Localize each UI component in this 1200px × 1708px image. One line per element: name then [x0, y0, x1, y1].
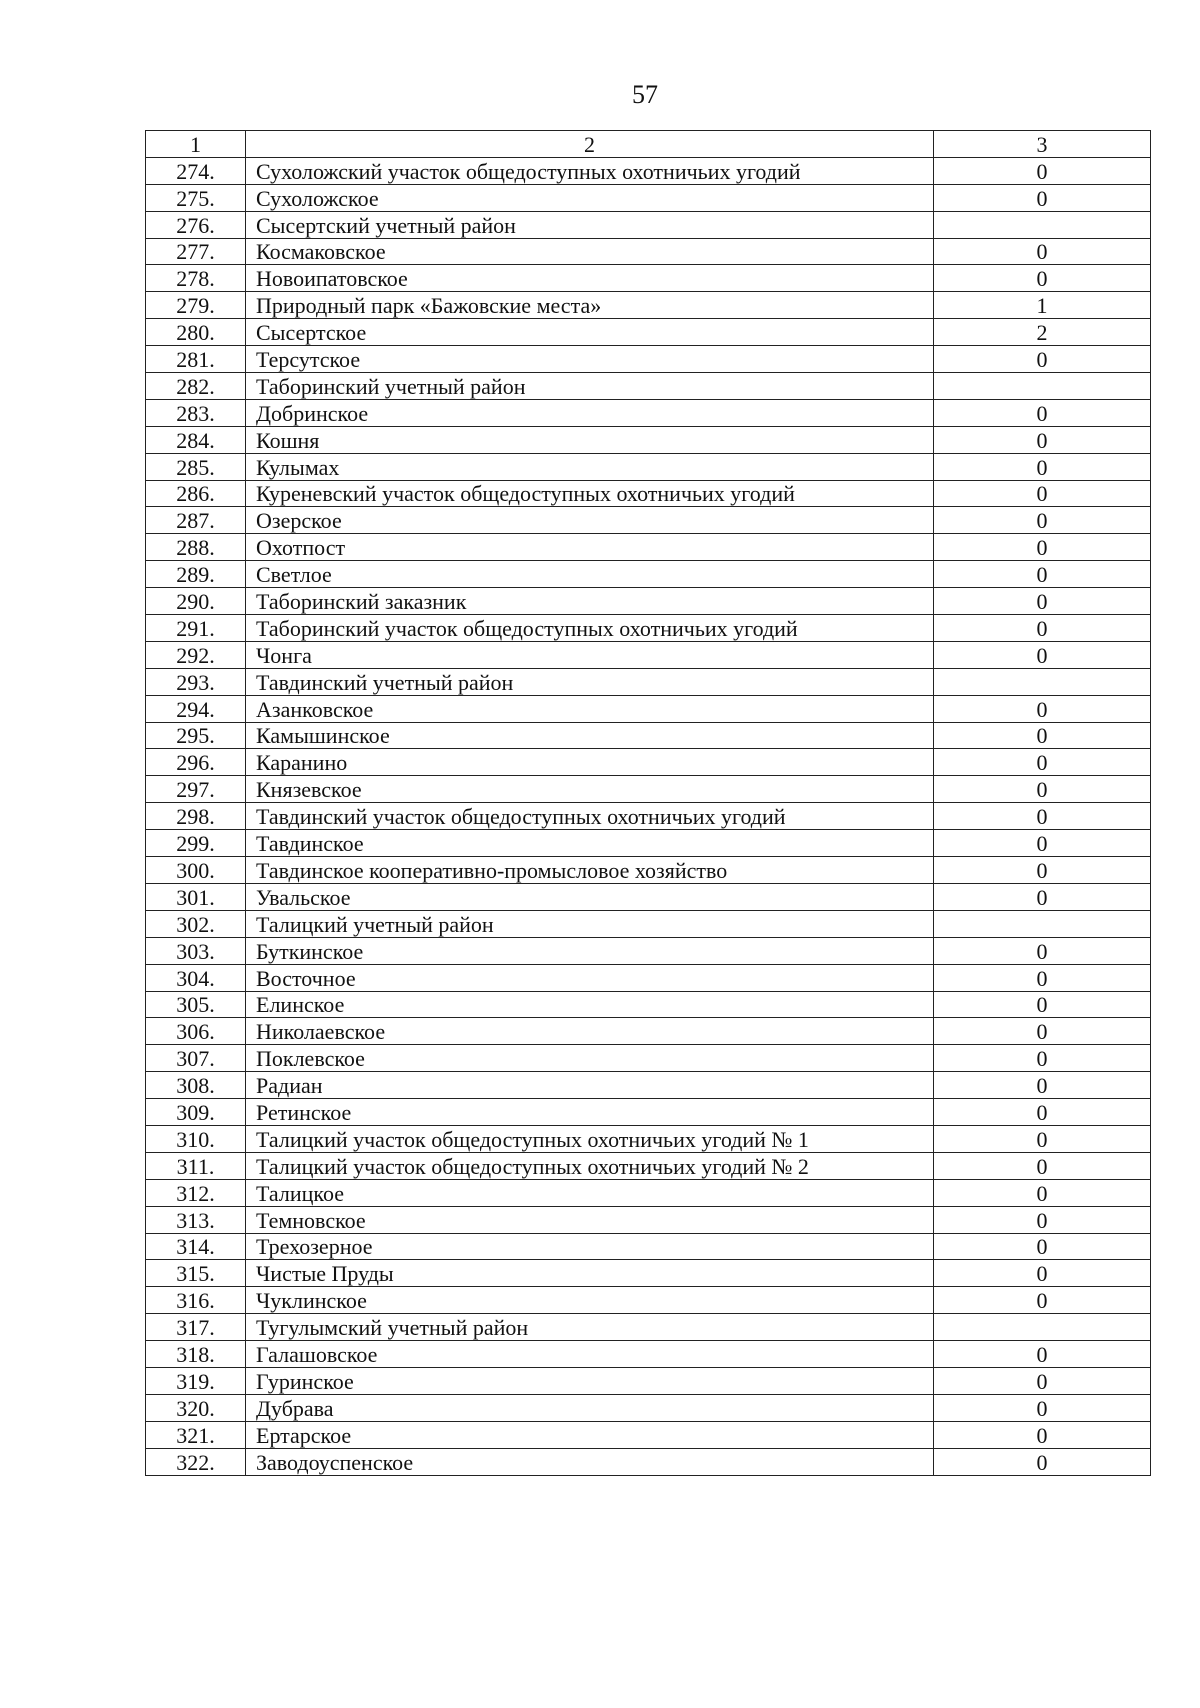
row-name: Терсутское	[246, 346, 934, 373]
table-row	[146, 346, 1151, 373]
table-row	[146, 265, 1151, 292]
row-number: 291.	[146, 615, 246, 642]
table-row	[146, 319, 1151, 346]
row-number: 276.	[146, 211, 246, 238]
row-value: 0	[934, 830, 1151, 857]
table-row	[146, 1233, 1151, 1260]
table-row	[146, 695, 1151, 722]
row-value: 0	[934, 265, 1151, 292]
row-name: Сысертское	[246, 319, 934, 346]
row-value: 0	[934, 964, 1151, 991]
table-row	[146, 1179, 1151, 1206]
row-name: Светлое	[246, 561, 934, 588]
row-value: 0	[934, 534, 1151, 561]
row-number: 285.	[146, 453, 246, 480]
row-number: 304.	[146, 964, 246, 991]
row-value: 0	[934, 1179, 1151, 1206]
row-value: 0	[934, 1233, 1151, 1260]
table-row	[146, 964, 1151, 991]
row-name: Тавдинский учетный район	[246, 668, 934, 695]
row-value: 0	[934, 507, 1151, 534]
row-number: 312.	[146, 1179, 246, 1206]
row-number: 297.	[146, 776, 246, 803]
row-value	[934, 1314, 1151, 1341]
row-number: 287.	[146, 507, 246, 534]
row-value: 0	[934, 722, 1151, 749]
row-name: Елинское	[246, 991, 934, 1018]
row-number: 320.	[146, 1394, 246, 1421]
row-number: 300.	[146, 857, 246, 884]
table-row	[146, 1448, 1151, 1475]
row-name: Дубрава	[246, 1394, 934, 1421]
row-value: 0	[934, 1152, 1151, 1179]
row-value: 0	[934, 1448, 1151, 1475]
table-header-row	[146, 131, 1151, 158]
row-number: 289.	[146, 561, 246, 588]
table-row	[146, 1125, 1151, 1152]
row-name: Кулымах	[246, 453, 934, 480]
row-value	[934, 910, 1151, 937]
page-number: 57	[632, 80, 658, 109]
data-table	[145, 130, 1151, 1476]
row-number: 295.	[146, 722, 246, 749]
row-name: Галашовское	[246, 1341, 934, 1368]
row-name: Таборинский участок общедоступных охотничьих угодий	[246, 615, 934, 642]
row-value: 0	[934, 399, 1151, 426]
table-row	[146, 157, 1151, 184]
row-number: 274.	[146, 157, 246, 184]
row-name: Князевское	[246, 776, 934, 803]
row-name: Новоипатовское	[246, 265, 934, 292]
row-name: Талицкий участок общедоступных охотничьих угодий № 1	[246, 1125, 934, 1152]
table-row	[146, 373, 1151, 400]
table-row	[146, 1099, 1151, 1126]
table-row	[146, 184, 1151, 211]
row-name: Космаковское	[246, 238, 934, 265]
row-name: Азанковское	[246, 695, 934, 722]
row-value: 0	[934, 426, 1151, 453]
row-value: 0	[934, 588, 1151, 615]
row-number: 299.	[146, 830, 246, 857]
row-number: 317.	[146, 1314, 246, 1341]
row-number: 305.	[146, 991, 246, 1018]
row-number: 315.	[146, 1260, 246, 1287]
row-number: 303.	[146, 937, 246, 964]
row-value: 0	[934, 1206, 1151, 1233]
row-number: 292.	[146, 641, 246, 668]
row-name: Чуклинское	[246, 1287, 934, 1314]
table-row	[146, 668, 1151, 695]
table-row	[146, 292, 1151, 319]
row-number: 294.	[146, 695, 246, 722]
table-row	[146, 426, 1151, 453]
table-row	[146, 722, 1151, 749]
table-row	[146, 453, 1151, 480]
row-name: Талицкий учетный район	[246, 910, 934, 937]
row-name: Николаевское	[246, 1018, 934, 1045]
row-name: Добринское	[246, 399, 934, 426]
row-value: 0	[934, 937, 1151, 964]
row-value: 0	[934, 1287, 1151, 1314]
row-number: 282.	[146, 373, 246, 400]
header-cell-3: 3	[934, 131, 1151, 158]
row-name: Буткинское	[246, 937, 934, 964]
row-name: Таборинский учетный район	[246, 373, 934, 400]
row-name: Поклевское	[246, 1045, 934, 1072]
row-value: 0	[934, 346, 1151, 373]
row-name: Озерское	[246, 507, 934, 534]
row-name: Сысертский учетный район	[246, 211, 934, 238]
table-row	[146, 1072, 1151, 1099]
row-value: 0	[934, 1260, 1151, 1287]
row-value: 0	[934, 749, 1151, 776]
row-value: 0	[934, 776, 1151, 803]
row-number: 319.	[146, 1367, 246, 1394]
table-row	[146, 1260, 1151, 1287]
row-name: Темновское	[246, 1206, 934, 1233]
row-number: 301.	[146, 883, 246, 910]
row-number: 308.	[146, 1072, 246, 1099]
row-number: 307.	[146, 1045, 246, 1072]
row-number: 298.	[146, 803, 246, 830]
row-value: 0	[934, 1394, 1151, 1421]
row-value: 0	[934, 157, 1151, 184]
row-value: 0	[934, 453, 1151, 480]
row-number: 311.	[146, 1152, 246, 1179]
header-cell-1: 1	[146, 131, 246, 158]
row-number: 302.	[146, 910, 246, 937]
table-row	[146, 615, 1151, 642]
row-value: 0	[934, 1045, 1151, 1072]
row-name: Сухоложское	[246, 184, 934, 211]
row-number: 296.	[146, 749, 246, 776]
table-row	[146, 1287, 1151, 1314]
row-value: 0	[934, 1099, 1151, 1126]
table-row	[146, 1421, 1151, 1448]
row-number: 306.	[146, 1018, 246, 1045]
row-name: Куреневский участок общедоступных охотничьих угодий	[246, 480, 934, 507]
row-value: 0	[934, 561, 1151, 588]
row-number: 318.	[146, 1341, 246, 1368]
row-number: 275.	[146, 184, 246, 211]
row-name: Тавдинский участок общедоступных охотничьих угодий	[246, 803, 934, 830]
row-value: 0	[934, 1341, 1151, 1368]
row-number: 316.	[146, 1287, 246, 1314]
row-name: Талицкий участок общедоступных охотничьих угодий № 2	[246, 1152, 934, 1179]
row-number: 288.	[146, 534, 246, 561]
table-row	[146, 561, 1151, 588]
row-name: Гуринское	[246, 1367, 934, 1394]
row-number: 290.	[146, 588, 246, 615]
table-row	[146, 1152, 1151, 1179]
row-value: 0	[934, 1018, 1151, 1045]
row-number: 278.	[146, 265, 246, 292]
table-row	[146, 534, 1151, 561]
row-name: Камышинское	[246, 722, 934, 749]
table-row	[146, 991, 1151, 1018]
row-name: Тугулымский учетный район	[246, 1314, 934, 1341]
row-value: 0	[934, 1367, 1151, 1394]
row-number: 284.	[146, 426, 246, 453]
row-name: Каранино	[246, 749, 934, 776]
row-number: 313.	[146, 1206, 246, 1233]
row-name: Сухоложский участок общедоступных охотничьих угодий	[246, 157, 934, 184]
table-row	[146, 211, 1151, 238]
row-name: Увальское	[246, 883, 934, 910]
table-row	[146, 1341, 1151, 1368]
table-row	[146, 399, 1151, 426]
row-number: 277.	[146, 238, 246, 265]
row-name: Чистые Пруды	[246, 1260, 934, 1287]
table-row	[146, 641, 1151, 668]
header-cell-2: 2	[246, 131, 934, 158]
row-number: 309.	[146, 1099, 246, 1126]
row-name: Заводоуспенское	[246, 1448, 934, 1475]
table-row	[146, 1367, 1151, 1394]
row-name: Таборинский заказник	[246, 588, 934, 615]
row-name: Тавдинское	[246, 830, 934, 857]
row-value: 2	[934, 319, 1151, 346]
row-name: Чонга	[246, 641, 934, 668]
row-name: Тавдинское кооперативно-промысловое хозяйство	[246, 857, 934, 884]
row-name: Кошня	[246, 426, 934, 453]
row-number: 281.	[146, 346, 246, 373]
table-body	[146, 131, 1151, 1476]
row-value	[934, 211, 1151, 238]
row-value: 0	[934, 695, 1151, 722]
row-value	[934, 668, 1151, 695]
row-name: Охотпост	[246, 534, 934, 561]
row-name: Радиан	[246, 1072, 934, 1099]
row-number: 280.	[146, 319, 246, 346]
table-row	[146, 857, 1151, 884]
row-number: 279.	[146, 292, 246, 319]
table-row	[146, 749, 1151, 776]
table-row	[146, 1018, 1151, 1045]
row-name: Трехозерное	[246, 1233, 934, 1260]
row-name: Ертарское	[246, 1421, 934, 1448]
table-row	[146, 910, 1151, 937]
row-value: 0	[934, 480, 1151, 507]
row-value	[934, 373, 1151, 400]
row-value: 0	[934, 883, 1151, 910]
row-number: 321.	[146, 1421, 246, 1448]
row-value: 0	[934, 1072, 1151, 1099]
row-number: 293.	[146, 668, 246, 695]
row-number: 310.	[146, 1125, 246, 1152]
row-value: 0	[934, 1125, 1151, 1152]
row-value: 0	[934, 238, 1151, 265]
row-value: 0	[934, 857, 1151, 884]
table-row	[146, 1314, 1151, 1341]
row-value: 0	[934, 1421, 1151, 1448]
table-row	[146, 776, 1151, 803]
row-value: 0	[934, 991, 1151, 1018]
row-name: Талицкое	[246, 1179, 934, 1206]
table-row	[146, 1045, 1151, 1072]
row-number: 283.	[146, 399, 246, 426]
row-name: Ретинское	[246, 1099, 934, 1126]
row-number: 322.	[146, 1448, 246, 1475]
table-row	[146, 238, 1151, 265]
row-name: Природный парк «Бажовские места»	[246, 292, 934, 319]
table-row	[146, 830, 1151, 857]
row-number: 314.	[146, 1233, 246, 1260]
table-row	[146, 1206, 1151, 1233]
table-row	[146, 883, 1151, 910]
table-row	[146, 507, 1151, 534]
row-value: 0	[934, 184, 1151, 211]
row-value: 0	[934, 803, 1151, 830]
row-value: 0	[934, 615, 1151, 642]
table-row	[146, 1394, 1151, 1421]
row-value: 1	[934, 292, 1151, 319]
table-row	[146, 937, 1151, 964]
row-value: 0	[934, 641, 1151, 668]
row-number: 286.	[146, 480, 246, 507]
row-name: Восточное	[246, 964, 934, 991]
table-row	[146, 588, 1151, 615]
table-row	[146, 480, 1151, 507]
table-row	[146, 803, 1151, 830]
